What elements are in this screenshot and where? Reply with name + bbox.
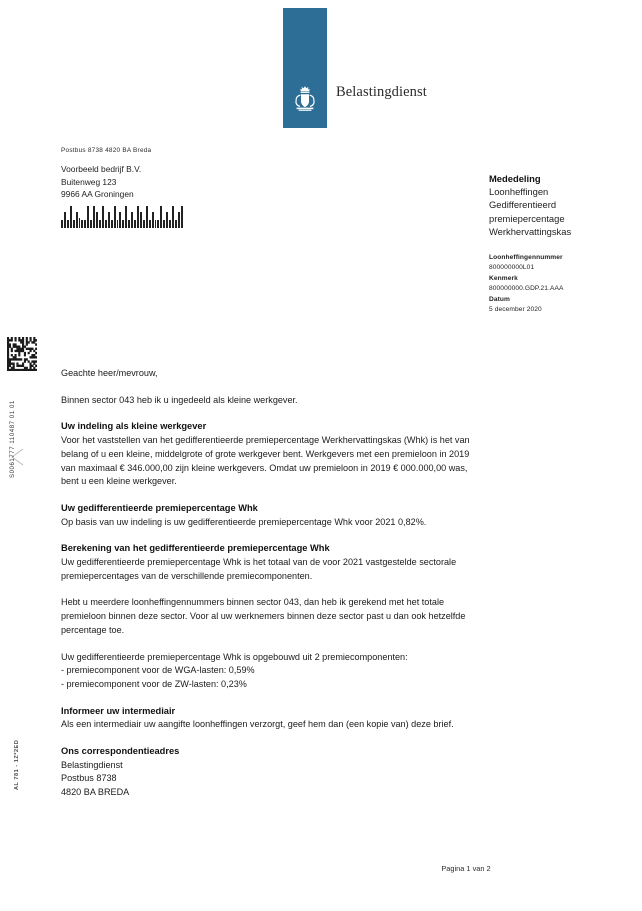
salutation: Geachte heer/mevrouw, [61,368,158,378]
correspondence-city: 4820 BA BREDA [61,787,130,798]
addressee-block [61,163,141,201]
date-value: 5 december 2020 [489,306,542,314]
barcode-bar [175,220,177,228]
barcode-bar [114,206,116,228]
reference-value: 800000000.GDP.21.AAA [489,285,564,293]
components-intro: Uw gedifferentieerde premiepercentage Whk is opgebouwd uit 2 premiecomponenten: [61,651,408,662]
barcode-bar [157,220,159,228]
barcode-bar [73,220,75,228]
netherlands-coat-of-arms-icon [283,80,327,122]
premium-component-wga: - premiecomponent voor de WGA-lasten: 0,59% [61,665,255,676]
barcode-bar [155,220,157,228]
barcode-bar [169,220,171,228]
section-heading-premiepercentage: Uw gedifferentieerde premiepercentage Whk [61,502,258,513]
section-text-berekening: Uw gedifferentieerde premiepercentage Whk is het totaal van de voor 2021 vastgestelde sectorale premiepercentages van de verschillende premiecomponenten. [61,557,457,581]
barcode-bar [160,206,162,228]
barcode-bar [140,212,142,228]
date-label: Datum [489,295,511,303]
notice-subtitle [489,185,619,238]
barcode-bar [111,220,113,228]
notice-meta-column [489,172,619,315]
barcode-bar [143,220,145,228]
barcode-bar [166,212,168,228]
section-heading-indeling: Uw indeling als kleine werkgever [61,421,207,432]
page-indicator: Pagina 1 van 2 [441,864,491,873]
datamatrix-barcode [7,337,37,371]
notice-subtitle-line-3: premiepercentage [489,212,565,224]
barcode-bar [122,220,124,228]
barcode-bar [81,220,83,228]
barcode-bar [117,220,119,228]
correspondence-postbox: Postbus 8738 [61,773,117,784]
barcode-bar [137,206,139,228]
barcode-bar [102,206,104,228]
addressee-street: Buitenweg 123 [61,176,117,187]
barcode-bar [79,218,81,228]
intro-paragraph: Binnen sector 043 heb ik u ingedeeld als kleine werkgever. [61,394,298,405]
premium-component-zw: - premiecomponent voor de ZW-lasten: 0,23% [61,678,247,689]
addressee-city: 9966 AA Groningen [61,189,134,200]
postal-routing-barcode [61,206,183,228]
margin-side-code: S0061777 110487 01 01 [10,400,16,478]
reference-label: Kenmerk [489,274,518,282]
barcode-bar [128,220,130,228]
payroll-number-label: Loonheffingennummer [489,254,563,262]
correspondence-address [61,759,473,800]
section-text-meerdere-nummers: Hebt u meerdere loonheffingennummers binnen sector 043, dan heb ik gerekend met het totale premieloon binnen deze sector. Voor al uw werknemers binnen deze sector past u dan ook hetzelfde percentage toe. [61,597,466,635]
notice-reference-fields [489,253,619,315]
barcode-bar [134,220,136,228]
barcode-bar [67,220,69,228]
barcode-bar [152,212,154,228]
barcode-bar [64,212,66,228]
barcode-bar [125,206,127,228]
barcode-bar [163,220,165,228]
barcode-bar [146,206,148,228]
notice-subtitle-line-1: Loonheffingen [489,186,549,198]
barcode-bar [90,220,92,228]
notice-subtitle-line-4: Werkhervattingskas [489,225,572,237]
barcode-bar [99,220,101,228]
barcode-bar [149,220,151,228]
section-heading-intermediair: Informeer uw intermediair [61,705,176,716]
correspondence-organisation: Belastingdienst [61,759,123,770]
section-text-intermediair: Als een intermediair uw aangifte loonheffingen verzorgt, geef hem dan (een kopie van) deze brief. [61,719,454,730]
margin-form-code: AL 781 - 1Z*2ED [14,739,20,790]
belastingdienst-wordmark: Belastingdienst [336,84,427,100]
barcode-bar [108,212,110,228]
barcode-bar [61,220,63,228]
premium-components-list [61,664,473,691]
letter-body [61,367,473,800]
barcode-bar [93,206,95,228]
section-text-indeling: Voor het vaststellen van het gedifferentieerde premiepercentage Werkhervattingskas (Whk) is het van belang of u een kleine, middelgrote of grote werkgever bent. Werkgevers met een premieloon in 2019 van maximaal € 346.000,00 zijn kleine werkgevers. Omdat uw premieloon in 2019 € 000.000,00 was, bent u een kleine werkgever. [61,435,470,487]
page-footer [0,864,642,873]
belastingdienst-logo-banner [283,8,327,128]
notice-subtitle-line-2: Gedifferentieerd [489,199,557,211]
barcode-bar [96,212,98,228]
barcode-bar [172,206,174,228]
barcode-bar [84,220,86,228]
payroll-number-value: 800000000L01 [489,264,535,272]
barcode-bar [105,220,107,228]
barcode-bar [178,212,180,228]
section-heading-berekening: Berekening van het gedifferentieerde premiepercentage Whk [61,543,330,554]
barcode-bar [119,212,121,228]
barcode-bar [76,212,78,228]
barcode-bar [131,212,133,228]
notice-title: Mededeling [489,173,541,184]
return-address: Postbus 8738 4820 BA Breda [61,147,152,154]
section-heading-correspondentieadres: Ons correspondentieadres [61,746,180,757]
section-text-premiepercentage: Op basis van uw indeling is uw gedifferentieerde premiepercentage Whk voor 2021 0,82%. [61,516,427,527]
barcode-bar [70,206,72,228]
barcode-bar [87,206,89,228]
barcode-bar [181,206,183,228]
addressee-company: Voorbeeld bedrijf B.V. [61,164,142,174]
